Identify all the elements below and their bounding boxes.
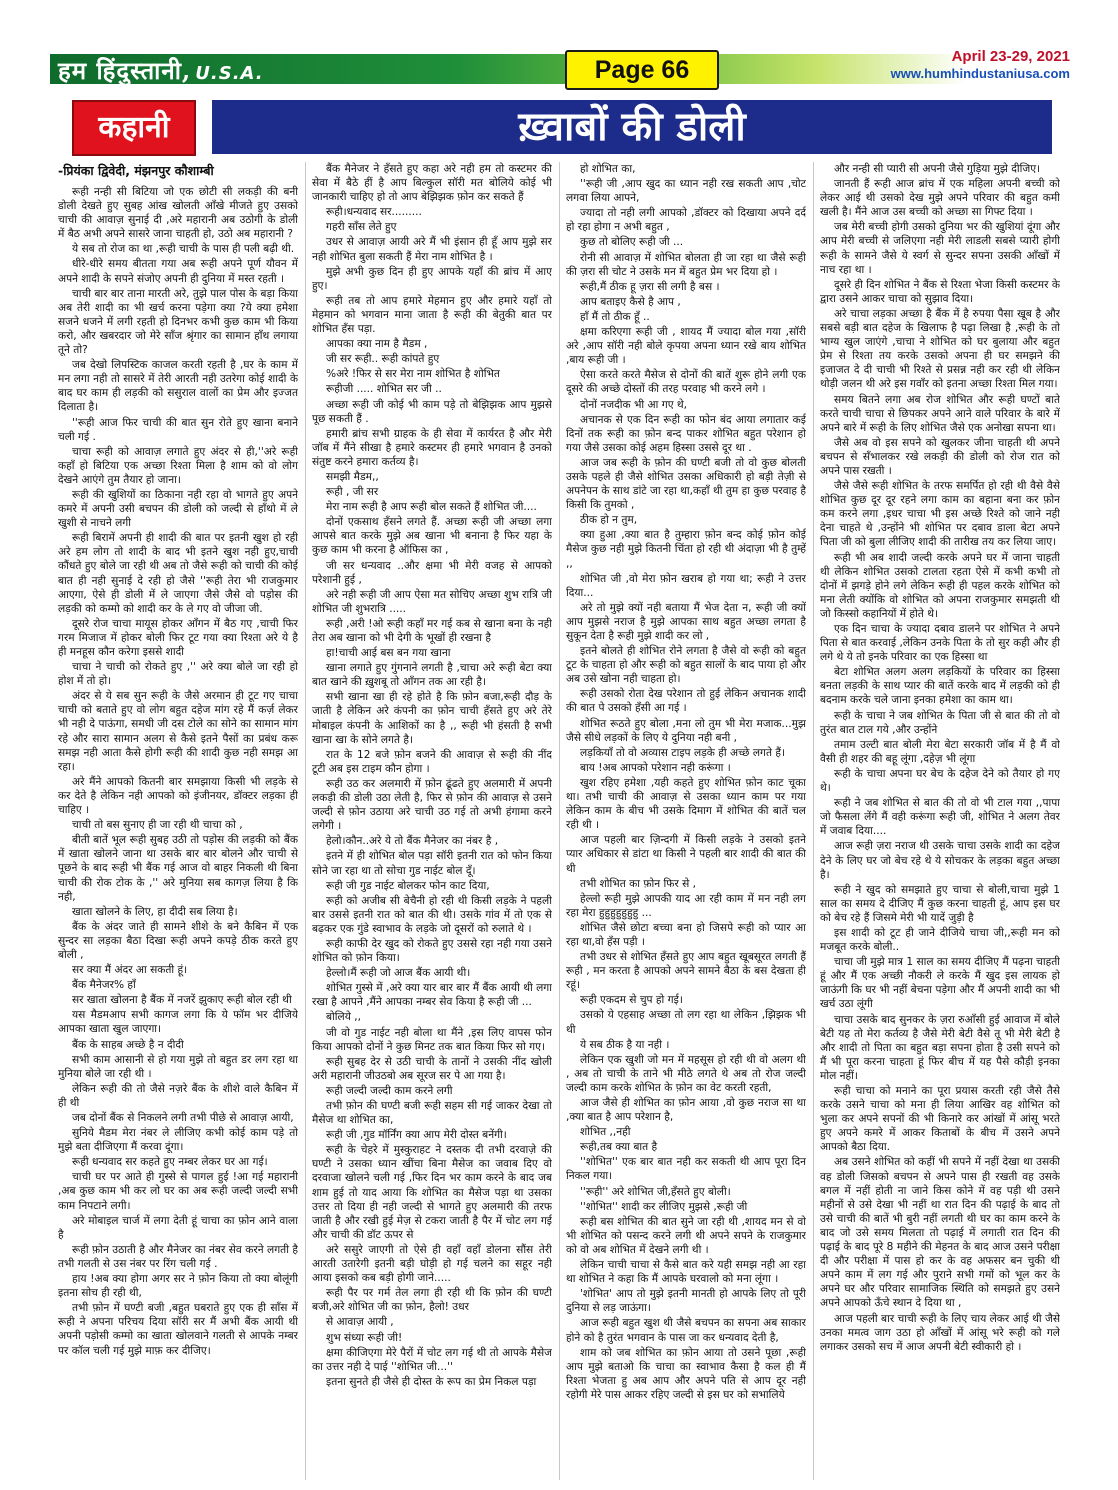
story-paragraph: रूही के चाचा ने जब शोभित के पिता जी से बात की तो वो तुरंत बात टाल गये ,और उन्होंने xyxy=(820,709,1060,736)
date-block xyxy=(891,48,1070,82)
story-paragraph: रूही ,अरी !ओ रूही कहाँ मर गई कब से खाना बना के नही तेरा अब खाना को भी देगी के भूखों ही रखना है xyxy=(312,617,552,644)
story-paragraph: रूही धन्यवाद सर कहते हुए नम्बर लेकर घर आ गई। xyxy=(72,1156,268,1169)
story-paragraph: उधर से आवाज़ आयी अरे मैं भी इंसान ही हूँ आप मुझे सर नही शोभित बुला सकती हैं मेरा नाम शोभित है । xyxy=(312,236,552,263)
column-divider xyxy=(559,162,560,1480)
article-columns xyxy=(58,162,1068,1480)
story-paragraph: ठीक हो न तुम, xyxy=(580,514,638,527)
story-paragraph: रूही,मैं ठीक हू ज़रा सी लगी है बस । xyxy=(580,280,720,293)
story-paragraph: शोभित जैसे छोटा बच्चा बना हो जिसपे रूही को प्यार आ रहा था,वो हँस पड़ी । xyxy=(566,921,806,948)
story-paragraph: इतने में ही शोभित बोल पड़ा सॉरी इतनी रात को फोन किया सोने जा रहा था तो सोचा गुड नाईट बोल दूँ। xyxy=(312,850,552,877)
story-paragraph: जब मेरी बच्ची होगी उसको दुनिया भर की खुशियां दूंगा और आप मेरी बच्ची से जलिएगा नही मेरी लाडली सबसे प्यारी होगी रूही के सामने जैसे ये स्वर्ग से सुन्दर सपना उसकी आँखों में नाच रहा था । xyxy=(820,221,1060,276)
column-4-body xyxy=(820,162,1060,1354)
story-paragraph: इस शादी को टूट ही जाने दीजिये चाचा जी,,रूही मन को मजबूत करके बोली.. xyxy=(820,926,1060,954)
story-paragraph: जी वो गुड नाईट नही बोला था मैंने ,इस लिए वापस फोन किया आपको दोनों ने कुछ मिनट तक बात किया फिर सो गए। xyxy=(312,1026,552,1053)
story-paragraph: रूही बिरामें अपनी ही शादी की बात पर इतनी खुश हो रही अरे हम लोग तो शादी के बाद भी इतने खुश नही हुए,चाची कौंधते हुए बोले जा रही थी अब तो जैसे रूही को चाची की कोई बात ही नही सुनाई दे रही हो जैसे ''रूही तेरा भी राजकुमार आएगा, ऐसे ही डोली में ले जाएगा जैसे जैसे वो पड़ोस की लड़की को कम्मो को शादी कर के ले गए वो जीजा जी. xyxy=(58,532,298,615)
story-paragraph: क्षमा कीजिएगा मेरे पैरों में चोट लग गई थी तो आपके मैसेज का उत्तर नही दे पाई ''शोभित जी...'' xyxy=(312,1346,552,1373)
story-paragraph: से आवाज़ आयी , xyxy=(326,1316,394,1329)
story-paragraph: लेकिन एक खुशी जो मन में महसूस हो रही थी वो अलग थी , अब तो चाची के ताने भी मीठे लगते थे अब तो रोज जल्दी जल्दी काम करके शोभित के फ़ोन का वेट करती रहती, xyxy=(566,1053,806,1094)
story-paragraph: ये सब तो रोज का था ,रूही चाची के पास ही पली बढ़ी थी. xyxy=(72,243,295,256)
story-paragraph: रूही के चाचा अपना घर बेच के दहेज देने को तैयार हो गए थे। xyxy=(820,767,1060,795)
story-paragraph: लेकिन चाची चाचा से कैसे बात करे यही समझ नही आ रहा था शोभित ने कहा कि मैं आपके घरवालो को मना लूंगा । xyxy=(566,1259,806,1286)
story-paragraph: दोनों एकसाथ हँसने लगते हैं. अच्छा रूही जी अच्छा लगा आपसे बात करके मुझे अब खाना भी बनाना है फिर यहा के कुछ काम भी करना है ऑफिस का , xyxy=(312,516,552,557)
story-paragraph: मुझे अभी कुछ दिन ही हुए आपके यहाँ की ब्रांच में आए हुए। xyxy=(312,265,552,292)
story-paragraph: तभी शोभित का फ़ोन फिर से , xyxy=(580,877,697,890)
story-paragraph: खुश रहिए हमेशा ,यही कहते हुए शोभित फ़ोन काट चूका था। तभी चाची की आवाज़ से उसका ध्यान काम पर गया लेकिन काम के बीच भी उसके दिमाग में शोभित की बातें चल रही थी । xyxy=(566,776,806,832)
story-paragraph: रूही को अजीब सी बेचैनी हो रही थी किसी लड़के ने पहली बार उससे इतनी रात को बात की थी। उसके गांव में तो एक से बढ़कर एक गुंडे स्वाभाव के लड़के जो दूसरों को रुलाते थे । xyxy=(312,894,552,935)
brand-logo xyxy=(58,56,264,89)
story-paragraph: चाची घर पर आते ही गुस्से से पागल हुई !आ गई महारानी ,अब कुछ काम भी कर लो घर का अब रूही जल्दी जल्दी सभी काम निपटाने लगी। xyxy=(58,1171,298,1212)
story-paragraph: बोलिये ,, xyxy=(326,1011,361,1024)
story-paragraph: चाची तो बस सुनाए ही जा रही थी चाचा को , xyxy=(72,819,243,832)
story-paragraph: आपका क्या नाम है मैडम , xyxy=(326,338,428,351)
story-paragraph: रूही उसको रोता देख परेशान तो हुई लेकिन अचानक शादी की बात पे उसको हँसी आ गई । xyxy=(566,688,806,715)
story-paragraph: आज रूही ज़रा नराज थी उसके चाचा उसके शादी का दहेज देने के लिए घर जो बेच रहे थे ये सोचकर के लड़का बहुत अच्छा है। xyxy=(820,840,1060,881)
story-paragraph: अंदर से ये सब सुन रूही के जैसे अरमान ही टूट गए चाचा चाची को बताते हुए वो लोग बहुत दहेज मांग रहे मैं कर्ज़ लेकर भी नही दे पाऊंगा, समधी जी दस टोले का सोने का सामान मांग रहे और सारा सामान अलग से कैसे इतने पैसों का प्रबंध करू समझ नही आता कैसे होगी रूही की शादी कुछ नही समझ आ रहा। xyxy=(58,690,298,773)
story-paragraph: बैंक मैनेजर% हाँ xyxy=(72,979,136,992)
story-paragraph: शोभित रूठते हुए बोला ,मना लो तुम भी मेरा मजाक...मुझ जैसे सीधे लड़कों के लिए ये दुनिया नही बनी , xyxy=(566,717,806,744)
story-paragraph: समय बितने लगा अब रोज शोभित और रूही घण्टों बाते करते चाची चाचा से छिपकर अपने आने वाले परिवार के बारे में अपने बारे में रूही के लिए शोभित जैसे एक अनोखा सपना था। xyxy=(820,393,1060,434)
story-paragraph: रूही जल्दी जल्दी काम करने लगी xyxy=(326,1084,453,1097)
story-paragraph: तभी फ़ोन की घण्टी बजी रूही सहम सी गई जाकर देखा तो मैसेज था शोभित का, xyxy=(312,1100,552,1127)
page-header xyxy=(50,50,1070,90)
story-paragraph: शोभित ,,नही xyxy=(580,1126,631,1139)
story-paragraph: शोभित जी ,वो मेरा फ़ोन खराब हो गया था; रूही ने उत्तर दिया... xyxy=(566,572,806,599)
story-paragraph: रूही,तब क्या बात है xyxy=(580,1141,658,1154)
column-1 xyxy=(58,162,298,1480)
story-paragraph: रूही पैर पर गर्म तेल लगा ही रही थी कि फ़ोन की घण्टी बजी,अरे शोभित जी का फ़ोन, हैलो! उधर xyxy=(312,1287,552,1314)
column-1-body xyxy=(58,185,298,1358)
story-paragraph: बाय !अब आपको परेशान नही करूंगा । xyxy=(580,761,731,774)
issue-date: April 23-29, 2021 xyxy=(951,48,1070,65)
story-paragraph: दूसरे ही दिन शोभित ने बैंक से रिश्ता भेजा किसी कस्टमर के द्वारा उसने आकर चाचा को सुझाव दिया। xyxy=(820,278,1060,305)
story-paragraph: बीती बातें भूल रूही सुबह उठी तो पड़ोस की लड़की को बैंक में खाता खोलने जाना था उसके बार बार बोलने और चाची से पूछने के बाद रूही भी बैंक गई आज वो बाहर निकली थी बिना चाची की रोक टोक के ,'' अरे मुनिया सब कागज़ लिया है कि नही, xyxy=(58,834,298,903)
column-divider xyxy=(305,162,306,1480)
story-paragraph: गहरी साँस लेते हुए xyxy=(326,221,397,234)
story-paragraph: अरे चाचा लड़का अच्छा है बैंक में है रुपया पैसा खूब है और सबसे बड़ी बात दहेज के खिलाफ है पढ़ा लिखा है ,रूही के तो भाग्य खुल जाएंगे ,चाचा ने शोभित को घर बुलाया और बहुत प्रेम से रिश्ता तय करके उसको अपना ही घर समझने की इजाजत दे दी चाची भी रिश्ते से प्रसन्न नही कर रही थी लेकिन थोड़ी जलन थी अरे इस गवाँर को इतना अच्छा रिश्ता मिल गया। xyxy=(820,307,1060,391)
story-paragraph: हेल्लो रूही मुझे आपकी याद आ रही काम में मन नही लग रहा मेरा हुहुहुहुहुहुहु ... xyxy=(566,892,806,919)
story-paragraph: शुभ संध्या रूही जी! xyxy=(326,1331,403,1344)
story-paragraph: सर खाता खोलना है बैंक में नजरें झुकाए रूही बोल रही थी xyxy=(72,994,292,1007)
story-paragraph: हा!चाची आई बस बन गया खाना xyxy=(326,647,451,660)
story-paragraph: रात के 12 बजे फ़ोन बजने की आवाज़ से रूही की नींद टूटी अब इस टाइम कौन होगा । xyxy=(312,748,552,775)
story-paragraph: लड़कियाँ तो वो अव्यास टाइप लड़के ही अच्छे लगते हैं। xyxy=(580,746,786,759)
story-paragraph: जानती हैं रूही आज ब्रांच में एक महिला अपनी बच्ची को लेकर आई थी उसको देख मुझे अपने परिवार की बहुत कमी खली है। मैंने आज उस बच्ची को अच्छा सा गिफ्ट दिया । xyxy=(820,178,1060,219)
story-paragraph: हाँ मैं तो ठीक हूँ .. xyxy=(580,310,650,323)
column-4 xyxy=(820,162,1060,1480)
story-paragraph: इतने बोलते ही शोभित रोने लगता है जैसे वो रूही को बहुत टूट के चाहता हो और रूही को बहुत सालों के बाद पाया हो और अब उसे खोना नही चाहता हो। xyxy=(566,645,806,686)
story-paragraph: अब उसने शोभित को कहीं भी सपने में नहीं देखा था उसकी वह डोली जिसको बचपन से अपने पास ही रखती वह उसके बगल में नहीं होती ना जाने किस कोने में वह पड़ी थी उसने महीनों से उसे देखा भी नहीं था रात दिन की पढ़ाई के बाद तो उसे चाची की बातें भी बुरी नहीं लगती थी घर का काम करने के बाद जो उसे समय मिलता तो पढ़ाई में लगाती रात दिन की पढ़ाई के बाद पूरे 8 महीने की मेहनत के बाद आज उसने परीक्षा दी और परीक्षा में पास हो कर के वह अफसर बन चुकी थी अपने काम में लग गई और पुराने सभी गमों को भूल कर के अपने घर और परिवार सामाजिक स्थिति को समझते हुए उसने अपने आपको ऊँचे स्थान दे दिया था , xyxy=(820,1156,1060,1310)
story-paragraph: रूही , जी सर xyxy=(326,486,379,499)
story-paragraph: ऐसा करते करते मैसेज से दोनों की बातें शुरू होने लगी एक दूसरे की अच्छे दोस्तों की तरह परवाह भी करने लगे । xyxy=(566,369,806,396)
story-paragraph: यस मैडमआप सभी कागज लगा कि ये फॉम भर दीजिये आपका खाता खुल जाएगा। xyxy=(58,1009,298,1036)
story-paragraph: रूही तब तो आप हमारे मेहमान हुए और हमारे यहाँ तो मेहमान को भगवान माना जाता है रूही की बेतुकी बात पर शोभित हँस पड़ा. xyxy=(312,294,552,336)
story-paragraph: 'शोभित' आप तो मुझे इतनी मानती हो आपके लिए तो पूरी दुनिया से लड़ जाऊंगा। xyxy=(566,1288,806,1315)
column-divider xyxy=(813,162,814,1480)
section-label: कहानी xyxy=(72,100,196,156)
story-paragraph: ''रूही जी ,आप खुद का ध्यान नही रख सकती आप ,चोट लगवा लिया आपने, xyxy=(566,178,806,205)
story-paragraph: सभी खाना खा ही रहे होते है कि फ़ोन बजा,रूही दौड़ के जाती है लेकिन अरे कंपनी का फ़ोन चाची हँसते हुए अरे तेरे मोबाइल कंपनी के आशिकों का है ,, रूही भी हंसती है सभी खाना खा के सोने लगते है। xyxy=(312,691,552,746)
story-paragraph: रूही सुबह देर से उठी चाची के तानों ने उसकी नींद खोली अरी महारानी जीउठबो अब सूरज सर पे आ गया है। xyxy=(312,1055,552,1082)
story-paragraph: जैसे अब वो इस सपने को खुलकर जीना चाहती थी अपने बचपन से सँभालकर रखे लकड़ी की डोली को रोज रात को अपने पास रखती । xyxy=(820,436,1060,477)
column-3 xyxy=(566,162,806,1480)
story-paragraph: बैंक के साहब अच्छे है न दीदी xyxy=(72,1038,184,1051)
column-2 xyxy=(312,162,552,1480)
story-paragraph: क्या हुआ ,क्या बात है तुम्हारा फ़ोन बन्द कोई फ़ोन कोई मैसेज कुछ नही मुझे कितनी चिंता हो रही थी अंदाज़ा भी है तुम्हें ,, xyxy=(566,529,806,570)
story-paragraph: मेरा नाम रूही है आप रूही बोल सकते हैं शोभित जी.... xyxy=(326,501,537,514)
story-paragraph: रूही एकदम से चुप हो गई। xyxy=(580,994,683,1007)
column-2-body xyxy=(312,162,552,1389)
story-paragraph: रूही नन्ही सी बिटिया जो एक छोटी सी लकड़ी की बनी डोली देखते हुए सुबह आंख खोलती आँखे मीजते हुए उसको चाची की आवाज़ सुनाई दी ,अरे महारानी अब उठोगी के डोली में बैठ अभी अपने सासरे जाना चाहती हो, उठो अब महारानी ? xyxy=(58,186,298,241)
story-paragraph: बेटा शोभित अलग अलग लड़कियों के परिवार का हिस्सा बनता लड़की के साथ प्यार की बातें करके बाद में लड़की को ही बदनाम करके चले जाना इनका हमेशा का काम था। xyxy=(820,666,1060,707)
story-paragraph: रूही।धन्यवाद सर......... xyxy=(326,206,422,219)
story-paragraph: अरे मोबाइल चार्ज में लगा देती हूं चाचा का फ़ोन आने वाला है xyxy=(58,1214,298,1241)
story-paragraph: रूही ने जब शोभित से बात की तो वो भी टाल गया ,,पापा जो फैसला लेंगे मैं वही करूंगा रूही जी, शोभित ने अलग तेवर में जवाब दिया.... xyxy=(820,797,1060,838)
story-paragraph: अचानक से एक दिन रूही का फोन बंद आया लगातार कई दिनों तक रूही का फ़ोन बन्द पाकर शोभित बहुत परेशान हो गया जैसे उसका कोई अहम हिस्सा उससे दूर था . xyxy=(566,413,806,454)
story-paragraph: तभी उधर से शोभित हँसते हुए आप बहुत खूबसूरत लगती हैं रूही , मन करता है आपको अपने सामने बैठा के बस देखता ही रहूं। xyxy=(566,951,806,992)
column-3-body xyxy=(566,162,806,1402)
story-paragraph: रूही जी ,गुड मॉर्निंग क्या आप मेरी दोस्त बनेंगी। xyxy=(326,1129,507,1142)
story-title: ख़्वाबों की डोली xyxy=(212,100,1052,154)
story-paragraph: अरे तो मुझे क्यों नही बताया मैं भेज देता न, रूही जी क्यों आप मुझसे नराज है मुझे आपका साथ बहुत अच्छा लगता है सुकून देता है रूही मुझे शादी कर लो , xyxy=(566,601,806,642)
story-paragraph: शाम को जब शोभित का फ़ोन आया तो उसने पूछा ,रूही आप मुझे बताओ कि चाचा का स्वाभाव कैसा है कल ही मैं रिश्ता भेजता हु अब आप और अपने पति से आप दूर नही रहोगी मेरे पास आकर रहिए जल्दी से इस घर को सभालिये xyxy=(566,1346,806,1401)
story-paragraph: %अरे !फिर से सर मेरा नाम शोभित है शोभित xyxy=(326,368,500,381)
story-paragraph: सभी काम आसानी से हो गया मुझे तो बहुत डर लग रहा था मुनिया बोले जा रही थी । xyxy=(58,1053,298,1080)
story-paragraph: समझी मैडम,, xyxy=(326,470,379,483)
story-paragraph: कुछ तो बोलिए रूही जी ... xyxy=(580,236,684,249)
story-paragraph: धीरे-धीरे समय बीतता गया अब रूही अपने पूर्ण यौवन में अपने शादी के सपने संजोए अपनी ही दुनिया में मस्त रहती । xyxy=(58,258,298,285)
story-paragraph: और नन्ही सी प्यारी सी अपनी जैसे गुड़िया मुझे दीजिए। xyxy=(834,163,1041,175)
story-paragraph: रूही जी गुड नाईट बोलकर फोन काट दिया, xyxy=(326,879,490,892)
website-link[interactable]: www.humhindustaniusa.com xyxy=(890,66,1070,81)
story-paragraph: ''शोभित'' एक बार बात नही कर सकती थी आप पूरा दिन निकल गया। xyxy=(566,1156,806,1183)
story-paragraph: तमाम उल्टी बात बोली मेरा बेटा सरकारी जॉब में है मैं वो वैसी ही शहर की बहू लूंगा ,दहेज़ भी लूंगा xyxy=(820,738,1060,765)
story-paragraph: आप बताइए कैसे है आप , xyxy=(580,295,681,308)
story-paragraph: ये सब ठीक है या नही । xyxy=(580,1038,670,1051)
story-paragraph: चाचा उसके बाद सुनकर के ज़रा रुआँसी हुई आवाज में बोले बेटी यह तो मेरा कर्तव्य है जैसे मेरी बेटी वैसे तू भी मेरी बेटी है और शादी तो पिता का बहुत बड़ा सपना होता है उसी सपने को मैं भी पूरा करना चाहता हूं फिर बीच में यह पैसे कौड़ी इनका मोल नहीं। xyxy=(820,1013,1060,1082)
story-paragraph: जब दोनों बैंक से निकलने लगी तभी पीछे से आवाज़ आयी, xyxy=(72,1112,294,1124)
story-paragraph: क्षमा करिएगा रूही जी , शायद मैं ज्यादा बोल गया ,सॉरी अरे ,आप सॉरी नही बोले कृपया अपना ध्यान रखे बाय शोभित ,बाय रूही जी । xyxy=(566,326,806,367)
story-paragraph: जब देखो लिपस्टिक काजल करती रहती है ,घर के काम में मन लगा नही तो सासरे में तेरी आरती नही उतरेगा कोई शादी के बाद घर काम ही लड़की को ससुराल वालों का प्रेम और इज्जत दिलाता है। xyxy=(58,359,298,414)
story-paragraph: रूही ने खुद को समझाते हुए चाचा से बोली,चाचा मुझे 1 साल का समय दे दीजिए मैं कुछ करना चाहती हूं, आप इस घर को बेच रहे हैं जिसमे मेरी भी यादें जुड़ी है xyxy=(820,883,1060,924)
story-paragraph: रूही की खुशियों का ठिकाना नही रहा वो भागते हुए अपने कमरे में अपनी उसी बचपन की डोली को जल्दी से हाँथो में ले खुशी से नाचने लगी xyxy=(58,488,298,530)
story-paragraph: आज रूही बहुत खुश थी जैसे बचपन का सपना अब साकार होने को है तुरंत भगवान के पास जा कर धन्यवाद देती है, xyxy=(566,1317,806,1344)
story-paragraph: दूसरे रोज चाचा मायूस होकर आँगन में बैठ गए ,चाची फिर गरम मिजाज में होकर बोली फिर टूट गया क्या रिश्ता अरे ये है ही मनहूस कौन करेगा इससे शादी xyxy=(58,617,298,658)
brand-hindi: हम हिंदुस्तानी, xyxy=(58,56,192,85)
story-paragraph: अरे मैंने आपको कितनी बार समझाया किसी भी लड़के से कर देते है लेकिन नही आपको को इंजीनयर, डॉक्टर लड़का ही चाहिए । xyxy=(58,775,298,817)
story-paragraph: सर क्या मैं अंदर आ सकती हूं। xyxy=(72,964,188,977)
story-paragraph: शोभित गुस्से में ,अरे क्या यार बार बार मैं बैंक आयी थी लगा रखा है आपने ,मैंने आपका नम्बर सेव किया है रूही जी ... xyxy=(312,982,552,1009)
story-paragraph: चाची बार बार ताना मारती अरे, तुझे पाल पोस के बड़ा किया अब तेरी शादी का भी खर्च करना पड़ेगा क्या ?ये क्या हमेशा सजने धजने में लगी रहती हो दिनभर कभी कुछ काम भी किया करो, और खबरदार जो मेरे सॉंज श्रृंगार का सामान हाँथ लगाया तूने तो? xyxy=(58,287,298,357)
story-paragraph: बैंक के अंदर जाते ही सामने शीशे के बने कैबिन में एक सुन्दर सा लड़का बैठा दिखा रूही अपने कपड़े ठीक करते हुए बोली , xyxy=(58,920,298,961)
story-paragraph: जैसे जैसे रूही शोभित के तरफ समर्पित हो रही थी वैसे वैसे शोभित कुछ दूर दूर रहने लगा काम का बहाना बना कर फ़ोन कम करने लगा ,इधर चाचा भी इस अच्छे रिश्ते को जाने नही देना चाहते थे ,उन्होंने भी शोभित पर दबाव डाला बेटा अपने पिता जी को बुला लीजिए शादी की तारीख तय कर लिया जाए। xyxy=(820,480,1060,549)
story-paragraph: हाय !अब क्या होगा अगर सर ने फ़ोन किया तो क्या बोलूंगी इतना सोच ही रही थी, xyxy=(58,1273,298,1300)
story-paragraph: रूही भी अब शादी जल्दी करके अपने घर में जाना चाहती थी लेकिन शोभित उसको टालता रहता ऐसे में कभी कभी तो दोनों में झगड़े होने लगे लेकिन रूही ही पहल करके शोभित को मना लेती क्योंकि वो शोभित को अपना राजकुमार समझती थी जो किस्सो कहानियों में होते थे। xyxy=(820,551,1060,620)
story-paragraph: सुनिये मैडम मेरा नंबर ले लीजिए कभी कोई काम पड़े तो मुझे बता दीजिएगा मैं करवा दूंगा। xyxy=(58,1127,298,1154)
story-paragraph: रूही फ़ोन उठाती है और मैनेजर का नंबर सेव करने लगती है तभी गलती से उस नंबर पर रिंग चली गई . xyxy=(58,1243,298,1270)
story-paragraph: अच्छा रूही जी कोई भी काम पड़े तो बेझिझक आप मुझसे पूछ सकती हैं . xyxy=(312,398,552,425)
story-paragraph: इतना सुनते ही जैसे ही दोस्त के रूप का प्रेम निकल पड़ा xyxy=(326,1375,537,1388)
story-paragraph: रूही काफी देर खुद को रोकते हुए उससे रहा नही गया उसने शोभित को फ़ोन किया। xyxy=(312,937,552,965)
story-paragraph: आज पहली बार ज़िन्दगी में किसी लड़के ने उसको इतने प्यार अधिकार से डांटा था किसी ने पहली बार शादी की बात की थी xyxy=(566,834,806,875)
story-paragraph: हेलो।कौन..अरे ये तो बैंक मैनेजर का नंबर है , xyxy=(326,835,499,848)
story-paragraph: चाचा जी मुझे मात्र 1 साल का समय दीजिए मैं पढ़ना चाहती हूं और मैं एक अच्छी नौकरी ले करके मैं खुद इस लायक हो जाऊंगी कि घर भी नहीं बेचना पड़ेगा और मैं अपनी शादी का भी खर्च उठा लूंगी xyxy=(820,956,1060,1011)
story-paragraph: तभी फ़ोन में घण्टी बजी ,बहुत घबराते हुए एक ही साँस में रूही ने अपना परिचय दिया सॉरी सर मैं अभी बैंक आयी थी अपनी पड़ोसी कम्मो का खाता खोलवाने गलती से आपके नम्बर पर कॉल चली गई मुझे माफ़ कर दीजिए। xyxy=(58,1302,298,1357)
story-paragraph: ''रूही आज फिर चाची की बात सुन रोते हुए खाना बनाने चली गई . xyxy=(58,416,298,443)
page-number-box: Page 66 xyxy=(565,50,719,90)
story-paragraph: रूहीजी ..... शोभित सर जी .. xyxy=(326,383,442,396)
story-paragraph: ज्यादा तो नही लगी आपको ,डॉक्टर को दिखाया अपने दर्द हो रहा होगा न अभी बहुत , xyxy=(566,207,806,234)
story-paragraph: आज पहली बार चाची रूही के लिए चाय लेकर आई थी जैसे उनका ममत्व जाग उठा हो आँखों में आंसू भरे रूही को गले लगाकर उसको सच में आज अपनी बेटी स्वीकारी हो । xyxy=(820,1312,1060,1353)
story-paragraph: रूही बस शोभित की बात सुने जा रही थी ,शायद मन से वो भी शोभित को पसन्द करने लगी थी अपने सपने के राजकुमार को वो अब शोभित में देखने लगी थी । xyxy=(566,1215,806,1256)
story-paragraph: अरे नही रूही जी आप ऐसा मत सोचिए अच्छा शुभ रात्रि जी शोभित जी शुभरात्रि ..... xyxy=(312,588,552,615)
story-paragraph: लेकिन रूही की तो जैसे नज़रे बैंक के शीशे वाले कैबिन में ही थी xyxy=(58,1082,298,1109)
story-paragraph: हो शोभित का, xyxy=(580,163,636,175)
story-paragraph: उसको ये एहसाह अच्छा तो लग रहा था लेकिन ,झिझक भी थी xyxy=(566,1009,806,1036)
story-paragraph: हेल्लो।मैं रूही जो आज बैंक आयी थी। xyxy=(326,967,471,980)
story-paragraph: ''शोभित'' शादी कर लीजिए मुझसे ,रूही जी xyxy=(580,1200,748,1213)
story-paragraph: जी सर रूही.. रूही कांपते हुए xyxy=(326,353,440,366)
story-paragraph: बैंक मैनेजर ने हँसते हुए कहा अरे नही हम तो कस्टमर की सेवा में बैठे हीं है आप बिल्कुल सॉरी मत बोलिये कोई भी जानकारी चाहिए हो तो आप बेझिझक फ़ोन कर सकते हैं xyxy=(312,163,552,204)
story-paragraph: रोनी सी आवाज़ में शोभित बोलता ही जा रहा था जैसे रूही की ज़रा सी चोट ने उसके मन में बहुत प्रेम भर दिया हो । xyxy=(566,251,806,278)
story-paragraph: ''रूही'' अरे शोभित जी,हँसते हुए बोली। xyxy=(580,1185,731,1198)
author-byline: -प्रियंका द्विवेदी, मंझनपुर कौशाम्बी xyxy=(58,163,214,178)
story-paragraph: आज जैसे ही शोभित का फ़ोन आया ,वो कुछ नराज सा था ,क्या बात है आप परेशान है, xyxy=(566,1097,806,1124)
story-paragraph: चाचा ने चाची को रोकते हुए ,'' अरे क्या बोले जा रही हो होश में तो हो। xyxy=(58,661,298,688)
brand-usa: U.S.A. xyxy=(195,63,264,84)
story-paragraph: अरे ससुरे जाएगी तो ऐसे ही वहाँ वहाँ डोलना सौंस तेरी आरती उतारेगी इतनी बड़ी घोड़ी हो गई चलने का सहूर नही आया इसको कब बड़ी होगी जाने..... xyxy=(312,1243,552,1285)
story-paragraph: रूही उठ कर अलमारी में फ़ोन ढूंढते हुए अलमारी में अपनी लकड़ी की डोली उठा लेती है, फिर से फ़ोन की आवाज़ से उसने जल्दी से फ़ोन उठाया अरे चाची उठ गई तो अभी हंगामा करने लगेगी । xyxy=(312,777,552,833)
story-paragraph: आज जब रूही के फ़ोन की घण्टी बजी तो वो कुछ बोलती उसके पहले ही जैसे शोभित उसका अधिकारी हो बड़ी तेज़ी से अपनेपन के साथ डांटे जा रहा था,कहाँ थी तुम हा कुछ परवाह है किसी कि तुमको , xyxy=(566,456,806,512)
story-paragraph: हमारी ब्रांच सभी ग्राहक के ही सेवा में कार्यरत है और मेरी जॉब में मैंने सीखा है हमारे कस्टमर ही हमारे भगवान है उनको संतुष्ट करने हमारा कर्तव्य है। xyxy=(312,427,552,468)
story-paragraph: खाता खोलने के लिए, हा दीदी सब लिया है। xyxy=(72,905,238,918)
story-paragraph: एक दिन चाचा के ज्यादा दबाव डालने पर शोभित ने अपने पिता से बात करवाई ,लेकिन उनके पिता के तो सुर कही और ही लगे थे ये तो इनके परिवार का एक हिस्सा था xyxy=(820,623,1060,664)
story-paragraph: रूही के चेहरे में मुस्कुराहट ने दस्तक दी तभी दरवाज़े की घण्टी ने उसका ध्यान खींचा बिना मैसेज का जवाब दिए वो दरवाजा खोलने चली गई ,फिर दिन भर काम करने के बाद जब शाम हुई तो याद आया कि शोभित का मैसेज पड़ा था उसका उत्तर तो दिया ही नही जल्दी से भागते हुए अलमारी की तरफ जाती है और रखी हुई मेज़ से टकरा जाती है पैर में चोट लग गई और चाची की डॉट ऊपर से xyxy=(312,1144,552,1241)
story-paragraph: रूही चाचा को मनाने का पूरा प्रयास करती रही जैसे तैसे करके उसने चाचा को मना ही लिया आखिर वह शोभित को भुला कर अपने सपनों की भी किनारे कर आंखों में आंसू भरते हुए अपने कमरे में आकर किताबों के बीच में उसने अपने आपको बैठा दिया. xyxy=(820,1085,1060,1154)
story-paragraph: खाना लगाते हुए गुंगनाने लगती है ,चाचा अरे रूही बेटा क्या बात खाने की ख़ुशबू तो आँगन तक आ रही है। xyxy=(312,662,552,689)
story-paragraph: जी सर धन्यवाद ..और क्षमा भी मेरी वजह से आपको परेशानी हुई , xyxy=(312,559,552,586)
story-paragraph: दोनों नजदीक भी आ गए थे, xyxy=(580,398,688,411)
title-band xyxy=(72,100,1052,156)
story-paragraph: चाचा रूही को आवाज़ लगाते हुए अंदर से ही,''अरे रूही कहाँ हो बिटिया एक अच्छा रिश्ता मिला है शाम को वो लोग देखने आएंगे तुम तैयार हो जाना। xyxy=(58,445,298,486)
